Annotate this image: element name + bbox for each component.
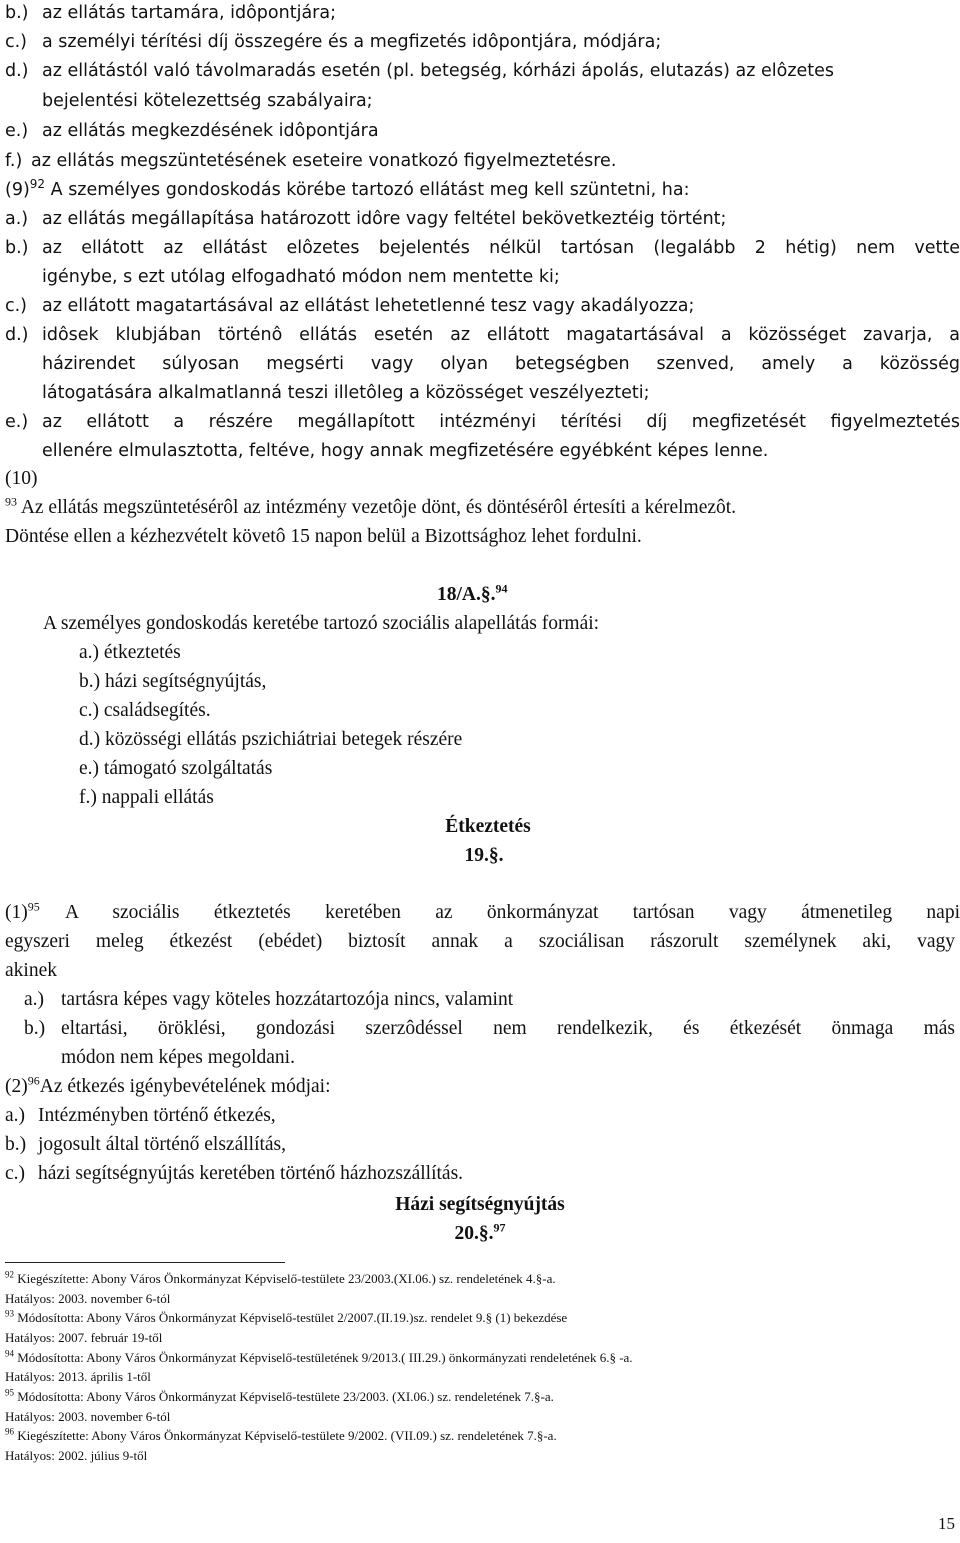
item-label: a.) bbox=[5, 209, 29, 229]
list-item: d.) közösségi ellátás pszichiátriai betegek részére bbox=[79, 729, 463, 750]
item-label: b.) bbox=[5, 3, 29, 23]
item-label: c.) bbox=[5, 1163, 26, 1184]
footnote: $^{92}$ Kiegészítette: Abony Város Önkormányzat Képviselő-testülete 23/2003.(XI.06.) sz. rendeletének 4.§-a. bbox=[5, 1269, 556, 1286]
page-number: 15 bbox=[938, 1514, 955, 1533]
list-item-continuation bbox=[42, 88, 373, 114]
footnote-effective-date: Hatályos: 2002. július 9-től bbox=[5, 1448, 148, 1463]
item-label: b.) bbox=[24, 1018, 46, 1039]
item-text: az ellátás megszüntetésének eseteire vonatkozó figyelmeztetésre. bbox=[31, 151, 617, 171]
footnote-divider bbox=[5, 1262, 285, 1263]
item-text: a személyi térítési díj összegére és a megfizetés idôpontjára, módjára; bbox=[42, 32, 662, 52]
footnote-ref: 95 bbox=[27, 899, 40, 914]
footnote-ref: 93 bbox=[5, 494, 17, 509]
footnote-effective-date: Hatályos: 2003. november 6-tól bbox=[5, 1291, 171, 1306]
list-item: b.) házi segítségnyújtás, bbox=[79, 671, 267, 692]
paragraph-text: Az ellátás megszüntetésérôl az intézmény vezetôje dönt, és döntésérôl értesíti a kérelmezôt. bbox=[20, 497, 737, 518]
footnote: $^{93}$ Módosította: Abony Város Önkormányzat Képviselő-testület 2/2007.(II.19.)sz. rendelet 9.§ (1) bekezdése bbox=[5, 1308, 568, 1325]
item-text: tartásra képes vagy köteles hozzátartozója nincs, valamint bbox=[61, 989, 514, 1010]
item-text: jogosult által történő elszállítás, bbox=[38, 1134, 287, 1155]
item-text: az ellátás tartamára, idôpontjára; bbox=[42, 3, 336, 23]
item-text: az ellátás megállapítása határozott idôre vagy feltétel bekövetkeztéig történt; bbox=[42, 209, 727, 229]
item-label: b.) bbox=[5, 238, 29, 258]
section-heading-19: 19.§. bbox=[464, 845, 504, 866]
paragraph-text: egyszeri meleg étkezést (ebédet) biztosít annak a szociálisan rászorult személynek aki, vagy bbox=[5, 931, 955, 952]
footnote-effective-date: Hatályos: 2007. február 19-től bbox=[5, 1330, 163, 1345]
item-text: az ellátás megkezdésének idôpontjára bbox=[42, 121, 379, 141]
paragraph-number: (1) bbox=[5, 902, 28, 923]
paragraph-19-1-line bbox=[5, 929, 955, 955]
paragraph-10-line bbox=[5, 495, 736, 521]
section-title-etkeztetes: Étkeztetés bbox=[445, 816, 531, 837]
item-text: bejelentési kötelezettség szabályaira; bbox=[42, 91, 373, 111]
section-intro: A személyes gondoskodás keretébe tartozó szociális alapellátás formái: bbox=[43, 613, 600, 634]
item-label: d.) bbox=[5, 325, 29, 345]
footnote-ref: 97 bbox=[493, 1220, 506, 1235]
item-text: látogatására alkalmatlanná teszi illetôleg a közösséget veszélyezteti; bbox=[42, 383, 650, 403]
list-item: a.) étkeztetés bbox=[79, 642, 181, 663]
item-label: e.) bbox=[5, 412, 29, 432]
item-text: eltartási, öröklési, gondozási szerzôdéssel nem rendelkezik, és étkezését önmaga más bbox=[61, 1018, 955, 1039]
item-label: a.) bbox=[5, 1105, 26, 1126]
item-text: az ellátástól való távolmaradás esetén (pl. betegség, kórházi ápolás, elutazás) az elôzetes bbox=[42, 61, 835, 81]
list-item-continuation bbox=[42, 351, 960, 377]
item-label: c.) bbox=[5, 32, 28, 52]
item-text: ellenére elmulasztotta, feltéve, hogy annak megfizetésére egyébként képes lenne. bbox=[42, 441, 769, 461]
item-text: igénybe, s ezt utólag elfogadható módon nem mentette ki; bbox=[42, 267, 560, 287]
list-item-continuation bbox=[42, 264, 560, 290]
item-text: az ellátott az ellátást elôzetes bejelentés nélkül tartósan (legalább 2 hétig) nem vette bbox=[42, 238, 960, 258]
list-item-continuation bbox=[42, 380, 649, 406]
list-item: c.) családsegítés. bbox=[79, 700, 211, 721]
paragraph-10-number: (10) bbox=[5, 468, 38, 489]
footnote: $^{94}$ Módosította: Abony Város Önkormányzat Képviselő-testületének 9/2013.( III.29.) önkormányzati rendeletének 6.§ -a. bbox=[5, 1348, 633, 1365]
item-text: az ellátott a részére megállapított intézményi térítési díj megfizetését figyelmeztetés bbox=[42, 412, 960, 432]
list-item: e.) támogató szolgáltatás bbox=[79, 758, 273, 779]
paragraph-19-2-heading bbox=[5, 1074, 331, 1100]
paragraph-9-heading bbox=[5, 177, 690, 203]
paragraph-text: A szociális étkeztetés keretében az önkormányzat tartósan vagy átmenetileg napi bbox=[65, 902, 960, 923]
paragraph-10-line: Döntése ellen a kézhezvételt követô 15 napon belül a Bizottsághoz lehet fordulni. bbox=[5, 526, 642, 547]
paragraph-text: A személyes gondoskodás körébe tartozó ellátást meg kell szüntetni, ha: bbox=[50, 180, 690, 200]
footnote-ref: 94 bbox=[495, 581, 508, 596]
footnote-effective-date: Hatályos: 2003. november 6-tól bbox=[5, 1409, 171, 1424]
footnote-ref: 96 bbox=[27, 1073, 40, 1088]
item-text: Intézményben történő étkezés, bbox=[38, 1105, 276, 1126]
list-item: f.) nappali ellátás bbox=[79, 787, 214, 808]
item-text: idôsek klubjában történô ellátás esetén az ellátott magatartásával a közösséget zavarja, a bbox=[42, 325, 960, 345]
item-label: f.) bbox=[5, 151, 23, 171]
item-label: d.) bbox=[5, 61, 29, 81]
section-heading-18a: 18/A.§.$^{94}$ bbox=[437, 581, 508, 605]
footnote: $^{95}$ Módosította: Abony Város Önkormányzat Képviselő-testülete 23/2003. (XI.06.) sz. rendeletének 7.§-a. bbox=[5, 1387, 554, 1404]
item-label: c.) bbox=[5, 296, 28, 316]
footnote-effective-date: Hatályos: 2013. április 1-től bbox=[5, 1369, 151, 1384]
paragraph-number: (2) bbox=[5, 1076, 28, 1097]
section-title-hazi: Házi segítségnyújtás bbox=[395, 1194, 565, 1215]
footnote-ref: 92 bbox=[29, 177, 46, 192]
item-label: a.) bbox=[24, 989, 45, 1010]
paragraph-number: (9) bbox=[5, 180, 30, 200]
item-text: az ellátott magatartásával az ellátást lehetetlenné tesz vagy akadályozza; bbox=[42, 296, 695, 316]
list-item-continuation: módon nem képes megoldani. bbox=[61, 1047, 295, 1068]
footnote: $^{96}$ Kiegészítette: Abony Város Önkormányzat Képviselő-testülete 9/2002. (VII.09.) sz. rendeletének 7.§-a. bbox=[5, 1426, 557, 1443]
list-item-continuation bbox=[42, 438, 768, 464]
paragraph-19-1-line: akinek bbox=[5, 960, 57, 981]
item-label: e.) bbox=[5, 121, 29, 141]
item-label: b.) bbox=[5, 1134, 27, 1155]
item-text: házi segítségnyújtás keretében történő házhozszállítás. bbox=[38, 1163, 464, 1184]
section-heading-20: 20.§.$^{97}$ bbox=[454, 1220, 506, 1244]
paragraph-text: Az étkezés igénybevételének módjai: bbox=[39, 1076, 331, 1097]
item-text: házirendet súlyosan megsérti vagy olyan betegségben szenved, amely a közösség bbox=[42, 354, 960, 374]
